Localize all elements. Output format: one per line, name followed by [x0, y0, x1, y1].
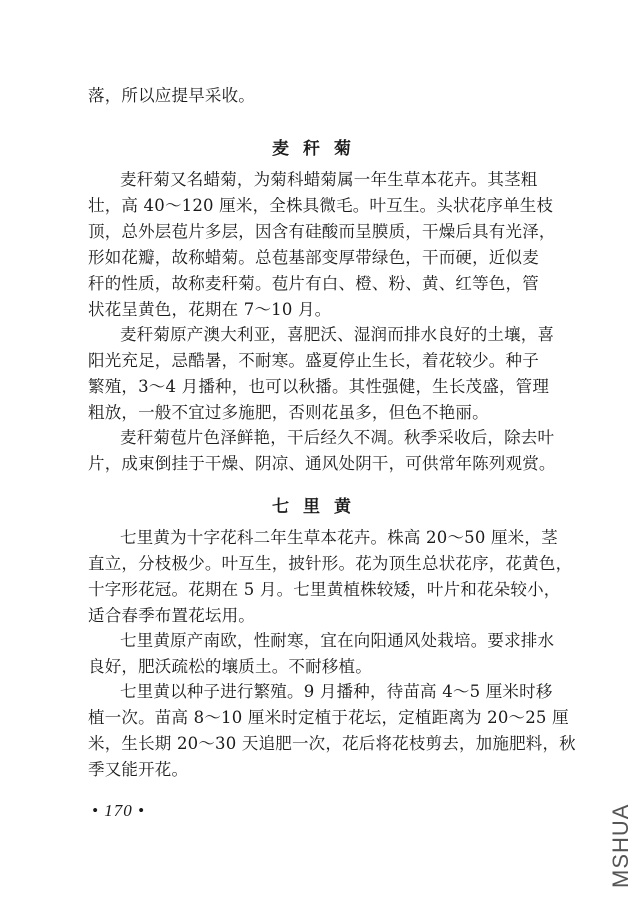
text-line: 植一次。苗高 8～10 厘米时定植于花坛，定植距离为 20～25 厘	[88, 708, 569, 727]
text-line: 七里黄原产南欧，性耐寒，宜在向阳通风处栽培。要求排水	[120, 631, 555, 650]
text-line: 片，成束倒挂于干燥、阴凉、通风处阴干，可供常年陈列观赏。	[88, 454, 556, 473]
watermark: MSHUA	[608, 803, 633, 888]
text-line: 麦秆菊苞片色泽鲜艳，干后经久不凋。秋季采收后，除去叶	[120, 428, 555, 447]
text-line: 顶，总外层苞片多层，因含有硅酸而呈膜质，干燥后具有光泽，	[88, 222, 556, 241]
text-line: 适合春季布置花坛用。	[88, 606, 255, 625]
text-line: 十字形花冠。花期在 5 月。七里黄植株较矮，叶片和花朵较小，	[88, 580, 561, 599]
text-line: 阳光充足，忌酷暑，不耐寒。盛夏停止生长，着花较少。种子	[88, 351, 539, 370]
page-number: • 170 •	[92, 801, 145, 820]
text-line: 良好，肥沃疏松的壤质土。不耐移植。	[88, 657, 372, 676]
text-line: 壮，高 40～120 厘米，全株具微毛。叶互生。头状花序单生枝	[88, 196, 554, 215]
text-line: 米，生长期 20～30 天追肥一次，花后将花枝剪去，加施肥料，秋	[88, 734, 576, 753]
text-line: 七里黄以种子进行繁殖。9 月播种，待苗高 4～5 厘米时移	[120, 682, 553, 701]
text-line: 季又能开花。	[88, 760, 189, 779]
text-line: 麦秆菊又名蜡菊，为菊科蜡菊属一年生草本花卉。其茎粗	[120, 170, 538, 189]
continuation-line: 落，所以应提早采收。	[88, 86, 255, 105]
section-heading-qilihuang: 七里黄	[272, 497, 365, 517]
text-line: 秆的性质，故称麦秆菊。苞片有白、橙、粉、黄、红等色，管	[88, 274, 539, 293]
section-heading-maiganju: 麦秆菊	[272, 139, 365, 159]
text-line: 状花呈黄色，花期在 7～10 月。	[88, 300, 332, 319]
text-line: 繁殖，3～4 月播种，也可以秋播。其性强健，生长茂盛，管理	[88, 377, 550, 396]
text-line: 麦秆菊原产澳大利亚，喜肥沃、湿润而排水良好的土壤，喜	[120, 325, 555, 344]
text-line: 七里黄为十字花科二年生草本花卉。株高 20～50 厘米，茎	[120, 528, 558, 547]
text-line: 直立，分枝极少。叶互生，披针形。花为顶生总状花序，花黄色，	[88, 554, 573, 573]
text-line: 形如花瓣，故称蜡菊。总苞基部变厚带绿色，干而硬，近似麦	[88, 248, 539, 267]
text-line: 粗放，一般不宜过多施肥，否则花虽多，但色不艳丽。	[88, 403, 489, 422]
